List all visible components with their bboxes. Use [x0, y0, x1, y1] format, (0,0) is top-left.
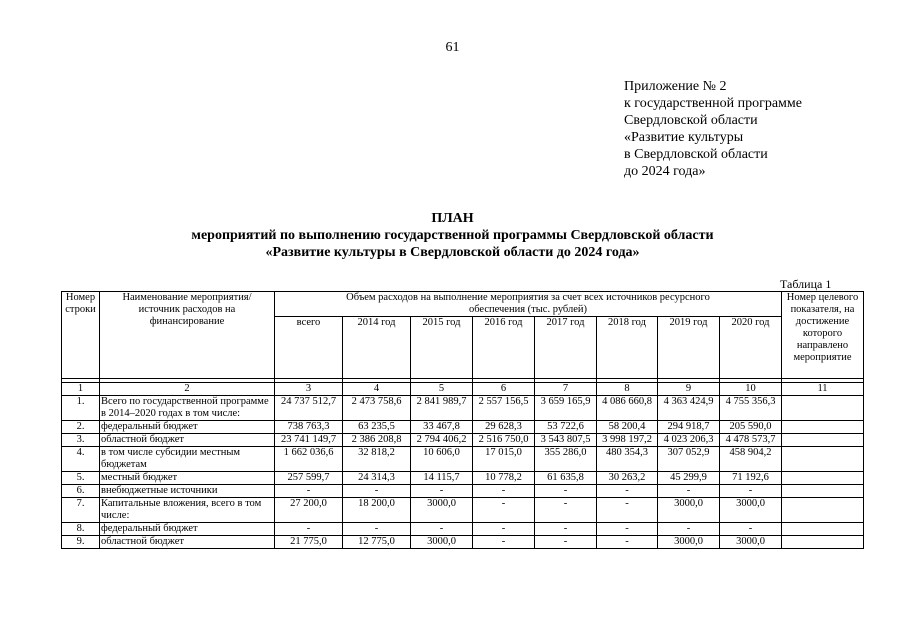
header-target-indicator: Номер целевого показателя, на достижение которого направлено мероприятие: [782, 292, 864, 379]
cell-2019: 4 023 206,3: [658, 434, 720, 447]
column-number: 9: [658, 383, 720, 396]
row-number: 4.: [62, 447, 100, 472]
table-row: [62, 498, 864, 523]
cell-2019: -: [658, 485, 720, 498]
table-row: [62, 523, 864, 536]
row-number: 5.: [62, 472, 100, 485]
header-expenses: Объем расходов на выполнение мероприятия за счет всех источников ресурсного обеспечения (тыс. рублей): [275, 292, 782, 317]
cell-2014: 2 386 208,8: [343, 434, 411, 447]
row-number: 6.: [62, 485, 100, 498]
cell-2019: 294 918,7: [658, 421, 720, 434]
cell-2017: -: [535, 536, 597, 549]
table-row: [62, 536, 864, 549]
cell-2015: 3000,0: [411, 498, 473, 523]
cell-2017: 3 659 165,9: [535, 396, 597, 421]
cell-2019: -: [658, 523, 720, 536]
cell-2018: 30 263,2: [597, 472, 658, 485]
cell-total: 257 599,7: [275, 472, 343, 485]
title-line-2: мероприятий по выполнению государственной программы Свердловской области: [191, 228, 714, 243]
cell-target: [782, 472, 864, 485]
header-total: всего: [275, 317, 343, 379]
cell-2014: 63 235,5: [343, 421, 411, 434]
appendix-note: [624, 78, 802, 180]
cell-2017: -: [535, 523, 597, 536]
cell-2014: 12 775,0: [343, 536, 411, 549]
row-number: 3.: [62, 434, 100, 447]
cell-2019: 3000,0: [658, 498, 720, 523]
cell-target: [782, 523, 864, 536]
row-name: Капитальные вложения, всего в том числе:: [100, 498, 275, 523]
table-row: [62, 396, 864, 421]
cell-total: 21 775,0: [275, 536, 343, 549]
appendix-line: в Свердловской области: [624, 147, 768, 162]
cell-target: [782, 447, 864, 472]
appendix-line: к государственной программе: [624, 96, 802, 111]
cell-2015: 10 606,0: [411, 447, 473, 472]
cell-2020: -: [720, 523, 782, 536]
row-name: областной бюджет: [100, 434, 275, 447]
cell-target: [782, 536, 864, 549]
cell-2020: 3000,0: [720, 498, 782, 523]
row-number: 8.: [62, 523, 100, 536]
row-name: Всего по государственной программе в 2014–2020 годах в том числе:: [100, 396, 275, 421]
appendix-line: до 2024 года»: [624, 164, 706, 179]
column-number: 7: [535, 383, 597, 396]
cell-target: [782, 396, 864, 421]
column-number: 8: [597, 383, 658, 396]
cell-2018: 480 354,3: [597, 447, 658, 472]
row-name: местный бюджет: [100, 472, 275, 485]
cell-total: 1 662 036,6: [275, 447, 343, 472]
column-number: 10: [720, 383, 782, 396]
column-number: 4: [343, 383, 411, 396]
header-year-2016: 2016 год: [473, 317, 535, 379]
cell-2017: -: [535, 485, 597, 498]
cell-2017: 3 543 807,5: [535, 434, 597, 447]
cell-2019: 45 299,9: [658, 472, 720, 485]
cell-total: 27 200,0: [275, 498, 343, 523]
cell-2018: 3 998 197,2: [597, 434, 658, 447]
column-number: 1: [62, 383, 100, 396]
cell-2016: 2 557 156,5: [473, 396, 535, 421]
header-row-number: Номер строки: [62, 292, 100, 379]
cell-2015: -: [411, 485, 473, 498]
header-year-2018: 2018 год: [597, 317, 658, 379]
header-year-2015: 2015 год: [411, 317, 473, 379]
page-number: 61: [445, 40, 460, 55]
cell-2016: 2 516 750,0: [473, 434, 535, 447]
title-line-1: ПЛАН: [431, 211, 474, 226]
row-number: 2.: [62, 421, 100, 434]
cell-total: -: [275, 485, 343, 498]
title-line-3: «Развитие культуры в Свердловской области до 2024 года»: [265, 245, 640, 260]
cell-2017: 53 722,6: [535, 421, 597, 434]
cell-2015: 3000,0: [411, 536, 473, 549]
cell-target: [782, 498, 864, 523]
column-number-row: [62, 383, 864, 396]
cell-target: [782, 485, 864, 498]
row-name: федеральный бюджет: [100, 421, 275, 434]
cell-2016: -: [473, 536, 535, 549]
cell-2020: -: [720, 485, 782, 498]
appendix-line: Свердловской области: [624, 113, 758, 128]
cell-2014: 2 473 758,6: [343, 396, 411, 421]
cell-2016: -: [473, 523, 535, 536]
cell-2017: 61 635,8: [535, 472, 597, 485]
cell-2015: 2 794 406,2: [411, 434, 473, 447]
cell-target: [782, 421, 864, 434]
row-number: 7.: [62, 498, 100, 523]
cell-2017: 355 286,0: [535, 447, 597, 472]
header-year-2020: 2020 год: [720, 317, 782, 379]
header-name: Наименование мероприятия/ источник расходов на финансирование: [100, 292, 275, 379]
cell-2018: -: [597, 523, 658, 536]
appendix-line: «Развитие культуры: [624, 130, 744, 145]
row-name: внебюджетные источники: [100, 485, 275, 498]
cell-2020: 458 904,2: [720, 447, 782, 472]
cell-2017: -: [535, 498, 597, 523]
cell-2016: -: [473, 498, 535, 523]
cell-2015: 14 115,7: [411, 472, 473, 485]
column-number: 11: [782, 383, 864, 396]
row-name: областной бюджет: [100, 536, 275, 549]
header-year-2014: 2014 год: [343, 317, 411, 379]
cell-target: [782, 434, 864, 447]
table-row: [62, 421, 864, 434]
cell-2014: -: [343, 485, 411, 498]
cell-2018: 58 200,4: [597, 421, 658, 434]
cell-2018: -: [597, 485, 658, 498]
cell-2020: 4 755 356,3: [720, 396, 782, 421]
row-number: 1.: [62, 396, 100, 421]
table-row: [62, 472, 864, 485]
plan-table: [61, 291, 864, 549]
document-title: [0, 210, 905, 261]
cell-2018: -: [597, 498, 658, 523]
header-year-2019: 2019 год: [658, 317, 720, 379]
cell-2020: 71 192,6: [720, 472, 782, 485]
cell-total: 23 741 149,7: [275, 434, 343, 447]
cell-2016: 10 778,2: [473, 472, 535, 485]
cell-2015: -: [411, 523, 473, 536]
cell-2019: 3000,0: [658, 536, 720, 549]
column-number: 3: [275, 383, 343, 396]
cell-2020: 4 478 573,7: [720, 434, 782, 447]
table-caption: Таблица 1: [780, 277, 832, 291]
cell-total: -: [275, 523, 343, 536]
row-name: в том числе субсидии местным бюджетам: [100, 447, 275, 472]
cell-total: 24 737 512,7: [275, 396, 343, 421]
cell-2014: 24 314,3: [343, 472, 411, 485]
cell-2015: 2 841 989,7: [411, 396, 473, 421]
row-number: 9.: [62, 536, 100, 549]
cell-2016: 29 628,3: [473, 421, 535, 434]
cell-2014: -: [343, 523, 411, 536]
cell-2019: 307 052,9: [658, 447, 720, 472]
table-row: [62, 447, 864, 472]
cell-2016: 17 015,0: [473, 447, 535, 472]
cell-2014: 32 818,2: [343, 447, 411, 472]
column-number: 6: [473, 383, 535, 396]
cell-2018: -: [597, 536, 658, 549]
cell-2020: 3000,0: [720, 536, 782, 549]
cell-2019: 4 363 424,9: [658, 396, 720, 421]
cell-total: 738 763,3: [275, 421, 343, 434]
table-row: [62, 434, 864, 447]
column-number: 2: [100, 383, 275, 396]
header-year-2017: 2017 год: [535, 317, 597, 379]
column-number: 5: [411, 383, 473, 396]
appendix-line: Приложение № 2: [624, 79, 727, 94]
cell-2018: 4 086 660,8: [597, 396, 658, 421]
row-name: федеральный бюджет: [100, 523, 275, 536]
table-row: [62, 485, 864, 498]
cell-2016: -: [473, 485, 535, 498]
cell-2014: 18 200,0: [343, 498, 411, 523]
cell-2020: 205 590,0: [720, 421, 782, 434]
cell-2015: 33 467,8: [411, 421, 473, 434]
